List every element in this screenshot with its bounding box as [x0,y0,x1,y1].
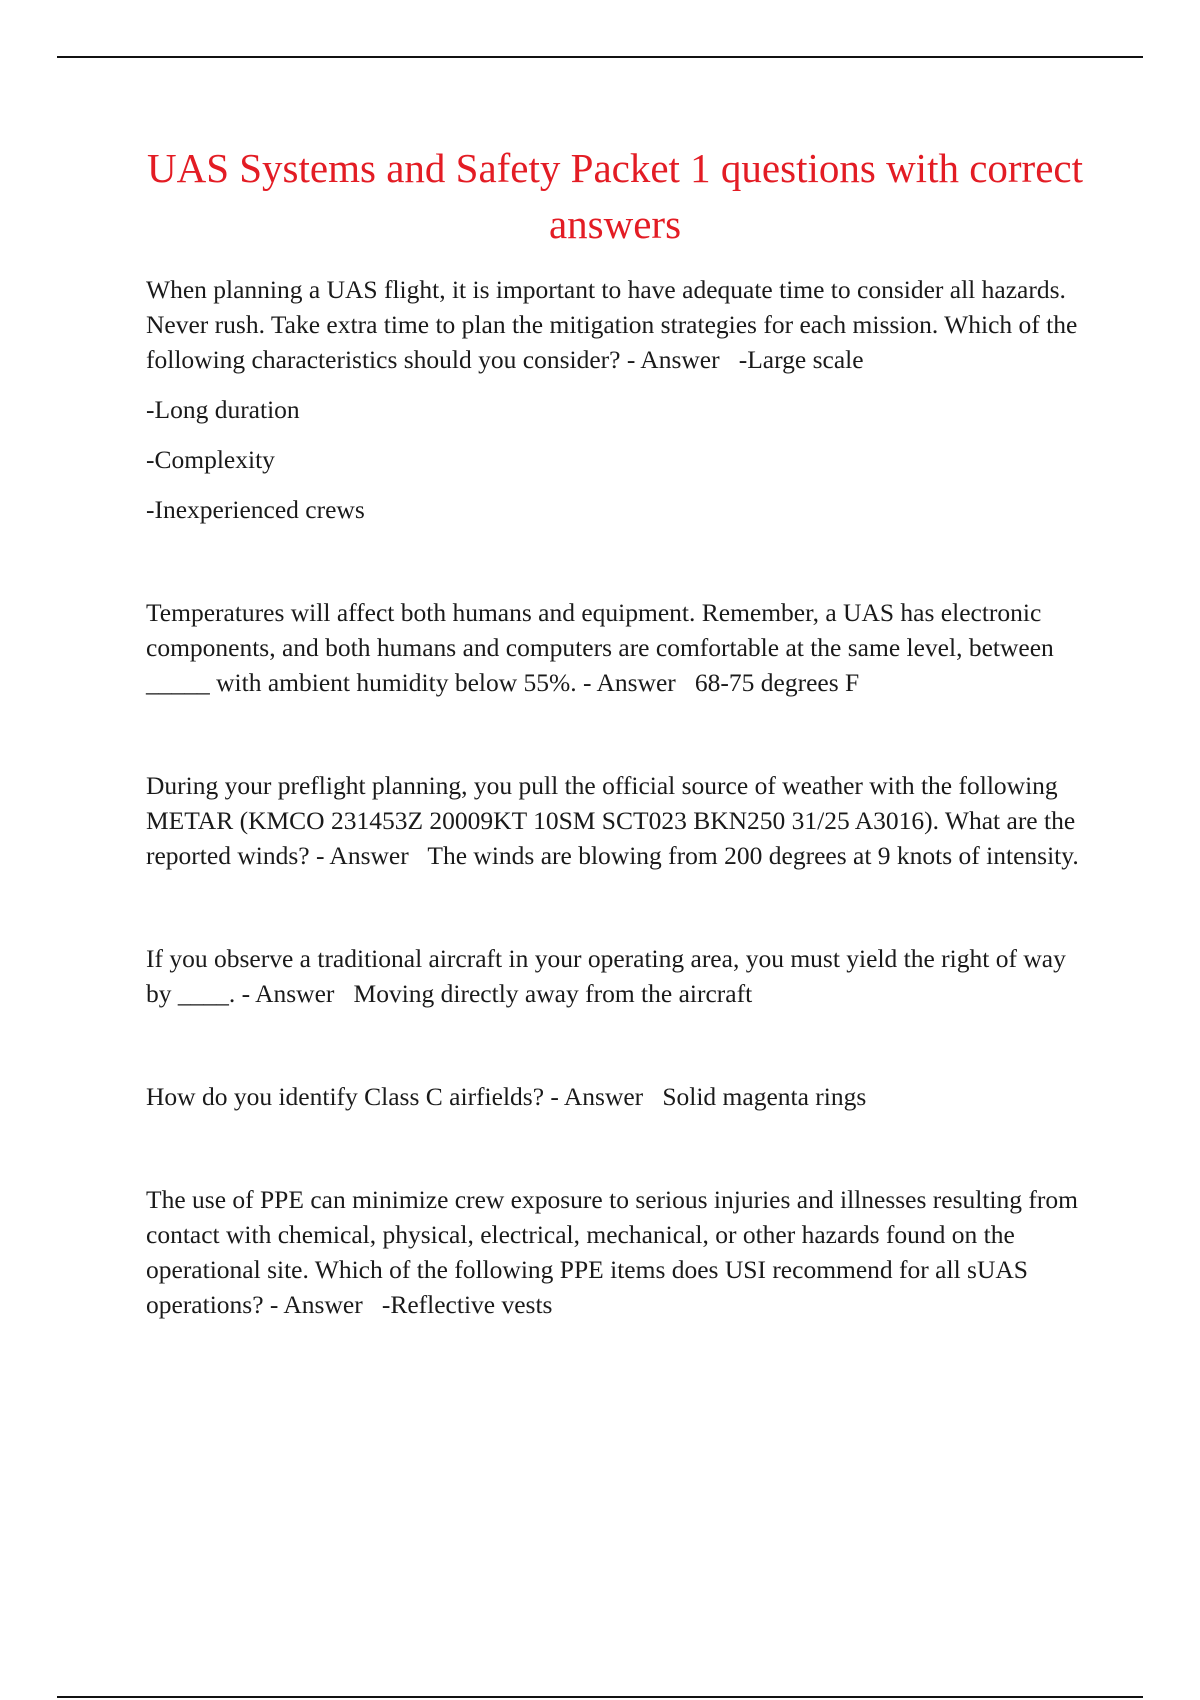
qa-item-5 [146,1079,1090,1114]
qa-item-6 [146,1182,1090,1322]
question-text: If you observe a traditional aircraft in your operating area, you must yield the right of way by ____. - Answer [146,944,1066,1008]
answer-list-item: -Complexity [146,445,275,474]
bottom-rule [57,1696,1143,1698]
answer-text: -Large scale [738,345,864,374]
page-title: UAS Systems and Safety Packet 1 questions with correct answers [146,145,1083,247]
qa-text [146,768,1090,873]
qa-item-2 [146,595,1090,700]
answer-text: 68-75 degrees F [694,668,860,697]
qa-text [146,941,1090,1011]
qa-text [146,272,1090,377]
answer-text: The winds are blowing from 200 degrees at 9 knots of intensity. [427,841,1079,870]
qa-text [146,1182,1090,1322]
qa-item-3 [146,768,1090,873]
qa-item-1 [146,272,1090,527]
answer-text: -Reflective vests [381,1290,553,1319]
question-text: The use of PPE can minimize crew exposure to serious injuries and illnesses resulting from contact with chemical, physical, electrical, mechanical, or other hazards found on the operational site. Which of the following PPE items does USI recommend for all sUAS operations? - Answer [146,1185,1078,1319]
answer-list-item: -Inexperienced crews [146,495,365,524]
qa-text [146,595,1090,700]
question-text: Temperatures will affect both humans and equipment. Remember, a UAS has electronic components, and both humans and computers are comfortable at the same level, between _____ with ambient humidity below 55%. - Answer [146,598,1054,697]
question-text: When planning a UAS flight, it is important to have adequate time to consider all hazards. Never rush. Take extra time to plan the mitigation strategies for each mission. Which of the following characteristics should you consider? - Answer [146,275,1078,374]
qa-text [146,1079,1090,1114]
answer-list-item: -Long duration [146,395,300,424]
answer-text: Solid magenta rings [662,1082,867,1111]
question-text: During your preflight planning, you pull the official source of weather with the following METAR (KMCO 231453Z 20009KT 10SM SCT023 BKN250 31/25 A3016). What are the reported winds? - Answer [146,771,1076,870]
top-rule [57,56,1143,58]
answer-text: Moving directly away from the aircraft [353,979,753,1008]
document-body [146,272,1090,1322]
qa-item-4 [146,941,1090,1011]
question-text: How do you identify Class C airfields? - Answer [146,1082,644,1111]
